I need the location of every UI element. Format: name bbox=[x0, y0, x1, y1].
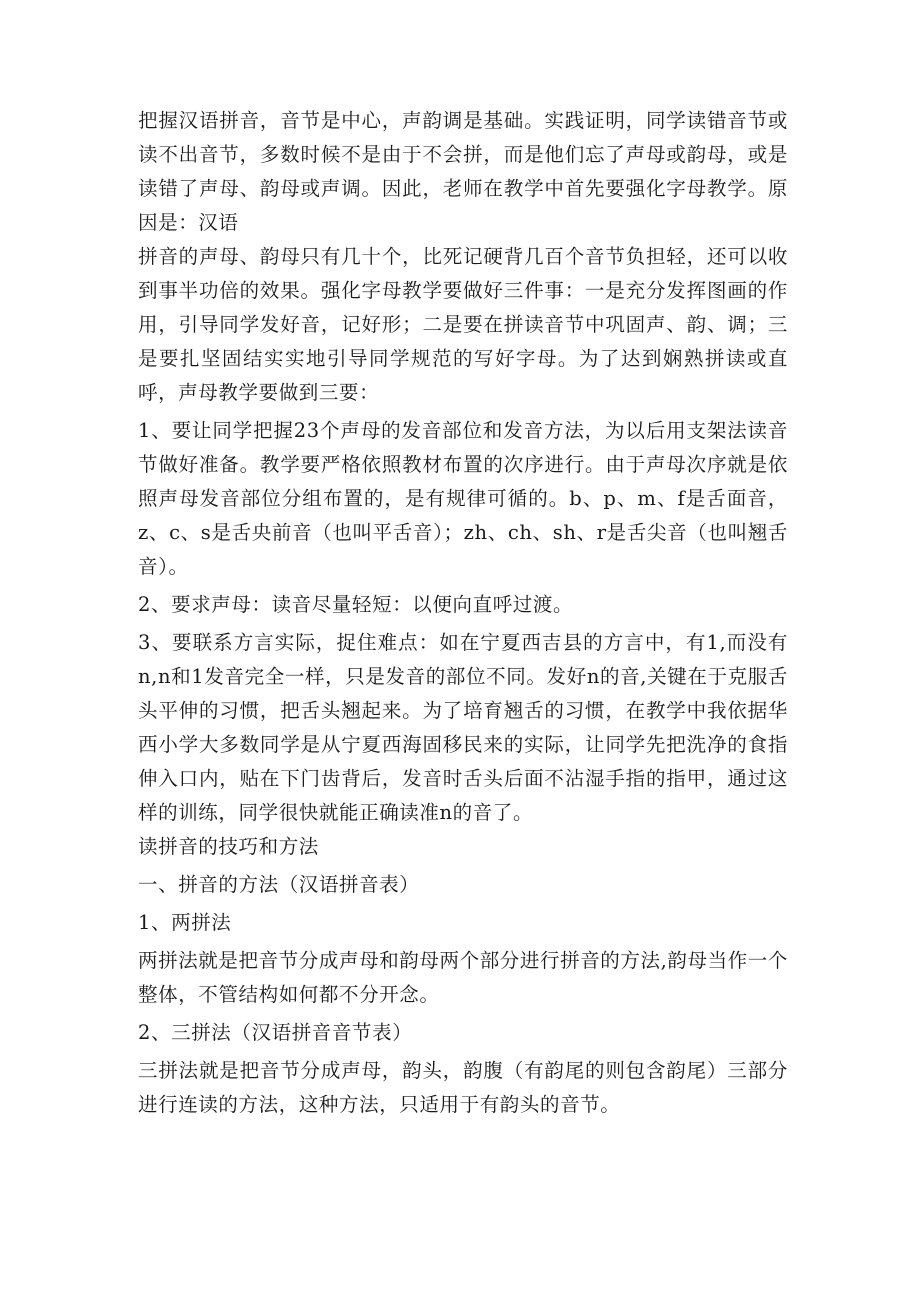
subsection-heading: 2、三拼法（汉语拼音音节表） bbox=[138, 1021, 413, 1044]
paragraph: 1、要让同学把握23个声母的发音部位和发音方法，为以后用支架法读音节做好准备。教学要严格依照教材布置的次序进行。由于声母次序就是依照声母发音部位分组布置的，是有规律可循的。b、p、m、f是舌面音，z、c、s是舌央前音（也叫平舌音）；zh、ch、sh、r是舌尖音（也叫翘舌音）。 bbox=[138, 419, 788, 578]
paragraph: 2、要求声母：读音尽量轻短：以便向直呼过渡。 bbox=[138, 593, 574, 616]
subsection-heading: 1、两拼法 bbox=[138, 911, 232, 934]
paragraph: 三拼法就是把音节分成声母，韵头，韵腹（有韵尾的则包含韵尾）三部分进行连读的方法，这种方法，只适用于有韵头的音节。 bbox=[138, 1059, 788, 1116]
document-body bbox=[138, 104, 788, 1122]
section-heading: 一、拼音的方法（汉语拼音表） bbox=[138, 873, 420, 896]
paragraph: 拼音的声母、韵母只有几十个，比死记硬背几百个音节负担轻，还可以收到事半功倍的效果。强化字母教学要做好三件事：一是充分发挥图画的作用，引导同学发好音，记好形；二是要在拼读音节中巩固声、韵、调；三是要扎坚固结实实地引导同学规范的写好字母。为了达到娴熟拼读或直呼，声母教学要做到三要： bbox=[138, 245, 788, 404]
paragraph: 把握汉语拼音，音节是中心，声韵调是基础。实践证明，同学读错音节或读不出音节，多数时候不是由于不会拼，而是他们忘了声母或韵母，或是读错了声母、韵母或声调。因此，老师在教学中首先要强化字母教学。原因是：汉语 bbox=[138, 109, 788, 234]
section-heading: 读拼音的技巧和方法 bbox=[138, 835, 319, 858]
paragraph: 3、要联系方言实际，捉住难点：如在宁夏西吉县的方言中，有1,而没有n,n和1发音完全一样，只是发音的部位不同。发好n的音,关键在于克服舌头平伸的习惯，把舌头翘起来。为了培育翘舌的习惯，在教学中我依据华西小学大多数同学是从宁夏西海固移民来的实际，让同学先把洗净的食指伸入口内，贴在下门齿背后，发音时舌头后面不沾湿手指的指甲，通过这样的训练，同学很快就能正确读准n的音了。 bbox=[138, 631, 788, 824]
paragraph: 两拼法就是把音节分成声母和韵母两个部分进行拼音的方法,韵母当作一个整体，不管结构如何都不分开念。 bbox=[138, 949, 788, 1006]
